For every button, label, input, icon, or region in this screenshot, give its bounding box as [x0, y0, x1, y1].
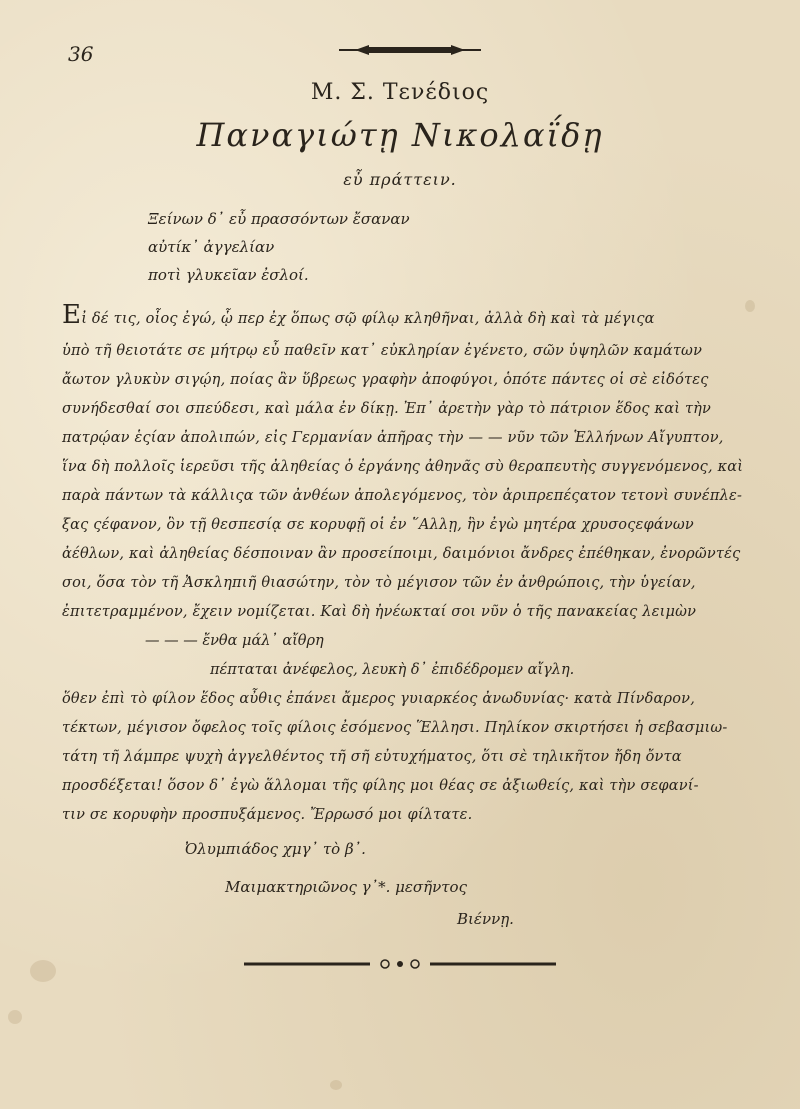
body-line: ὑπὸ τῆ θειοτάτε σε μήτρῳ εὖ παθεῖν κατ᾽ εὐκληρίαν ἐγένετο, σῶν ὑψηλῶν καμάτων: [62, 343, 703, 359]
paper-stain: [330, 1080, 342, 1090]
verse-line: αὐτίκ᾽ ἀγγελίαν: [148, 238, 275, 256]
header-greeting: εὖ πράττειν.: [343, 170, 457, 189]
body-line: προσδέξεται! ὅσον δ᾽ ἐγὼ ἅλλομαι τῆς φίλης μοι θέας σε ἀξιωθείς, καὶ τὴν σεφανί-: [62, 778, 699, 794]
paper-stain: [745, 300, 755, 312]
quoted-verse-line: — — — ἔνθα μάλ᾽ αἴθρη: [145, 633, 324, 649]
body-line: ἀέθλων, καὶ ἀληθείας δέσποιναν ἂν προσείποιμι, δαιμόνιοι ἄνδρες ἐπέθηκαν, ἐνορῶντές: [62, 546, 741, 562]
signature-month: Μαιμακτηριῶνος γ᾽*. μεσῆντος: [225, 878, 467, 896]
body-line: σοι, ὅσα τὸν τῆ Ἀσκληπιῆ θιασώτην, τὸν τὸ μέγισον τῶν ἐν ἀνθρώποις, τὴν ὑγείαν,: [62, 575, 696, 591]
bottom-ornament-icon: [240, 956, 560, 972]
signature-date: Ὀλυμπιάδος χμγ᾽ τὸ β᾽.: [185, 840, 366, 858]
body-line: ἄωτον γλυκὺν σιγῴη, ποίας ἂν ὕβρεως γραφὴν ἀποφύγοι, ὁπότε πάντες οἱ σὲ εἰδότες: [62, 372, 709, 388]
body-line: πατρῴαν ἑςίαν ἀπολιπών, εἰς Γερμανίαν ἀπῆρας τὴν — — νῦν τῶν Ἑλλήνων Αἴγυπτον,: [62, 430, 724, 446]
paper-stain: [30, 960, 56, 982]
verse-line: ποτὶ γλυκεῖαν ἐσλοί.: [148, 266, 309, 284]
body-line-first: [62, 300, 655, 330]
paper-stain: [8, 1010, 22, 1024]
body-line-text: ἰ δέ τις, οἷος ἐγώ, ᾧ περ ἐχ ὅπως σῷ φίλῳ κληθῆναι, ἀλλὰ δὴ καὶ τὰ μέγιςα: [81, 311, 655, 327]
drop-cap: Ε: [62, 300, 82, 330]
body-line: συνήδεσθαί σοι σπεύδεσι, καὶ μάλα ἐν δίκῃ. Ἐπ᾽ ἀρετὴν γὰρ τὸ πάτριον ἕδος καὶ τὴν: [62, 401, 712, 417]
header-recipient: Παναγιώτῃ Νικολαΐδῃ: [196, 116, 604, 154]
quoted-verse-line: πέπταται ἀνέφελος, λευκὴ δ᾽ ἐπιδέδρομεν αἴγλη.: [210, 662, 575, 678]
body-line: τέκτων, μέγισον ὄφελος τοῖς φίλοις ἐσόμενος Ἕλλησι. Πηλίκον σκιρτήσει ἡ σεβασμιω-: [62, 720, 728, 736]
body-line: ἵνα δὴ πολλοῖς ἱερεῦσι τῆς ἀληθείας ὁ ἐργάνης ἀθηνᾶς σὺ θεραπευτὴς συγγενόμενος, καὶ: [62, 459, 744, 475]
body-line: ξας ςέφανον, ὃν τῇ θεσπεσίᾳ σε κορυφῇ οἱ ἐν ῞Αλλῃ, ἣν ἐγὼ μητέρα χρυσοςεφάνων: [62, 517, 694, 533]
signature-place: Βιέννῃ.: [457, 910, 514, 928]
body-line: τιν σε κορυφὴν προσπυξάμενος. Ἔρρωσό μοι φίλτατε.: [62, 807, 473, 823]
verse-line: Ξείνων δ᾽ εὖ πρασσόντων ἔσαναν: [148, 210, 410, 228]
page-number: 36: [68, 42, 94, 66]
body-line: ἐπιτετραμμένον, ἔχειν νομίζεται. Καὶ δὴ ἠνέωκταί σοι νῦν ὁ τῆς πανακείας λειμὼν: [62, 604, 697, 620]
header-author: Μ. Σ. Τενέδιος: [310, 80, 490, 105]
body-line: ὅθεν ἐπὶ τὸ φίλον ἕδος αὖθις ἐπάνει ἄμερος γυιαρκέος ἀνωδυνίας· κατὰ Πίνδαρον,: [62, 691, 696, 707]
body-line: τάτη τῆ λάμπρε ψυχὴ ἀγγελθέντος τῆ σῆ εὐτυχήματος, ὅτι σὲ τηλικῆτον ἤδη ὄντα: [62, 749, 682, 765]
body-line: παρὰ πάντων τὰ κάλλιςα τῶν ἀνθέων ἀπολεγόμενος, τὸν ἀριπρεπέςατον τετονὶ συνέπλε-: [62, 488, 743, 504]
top-ornament-icon: [335, 42, 485, 58]
